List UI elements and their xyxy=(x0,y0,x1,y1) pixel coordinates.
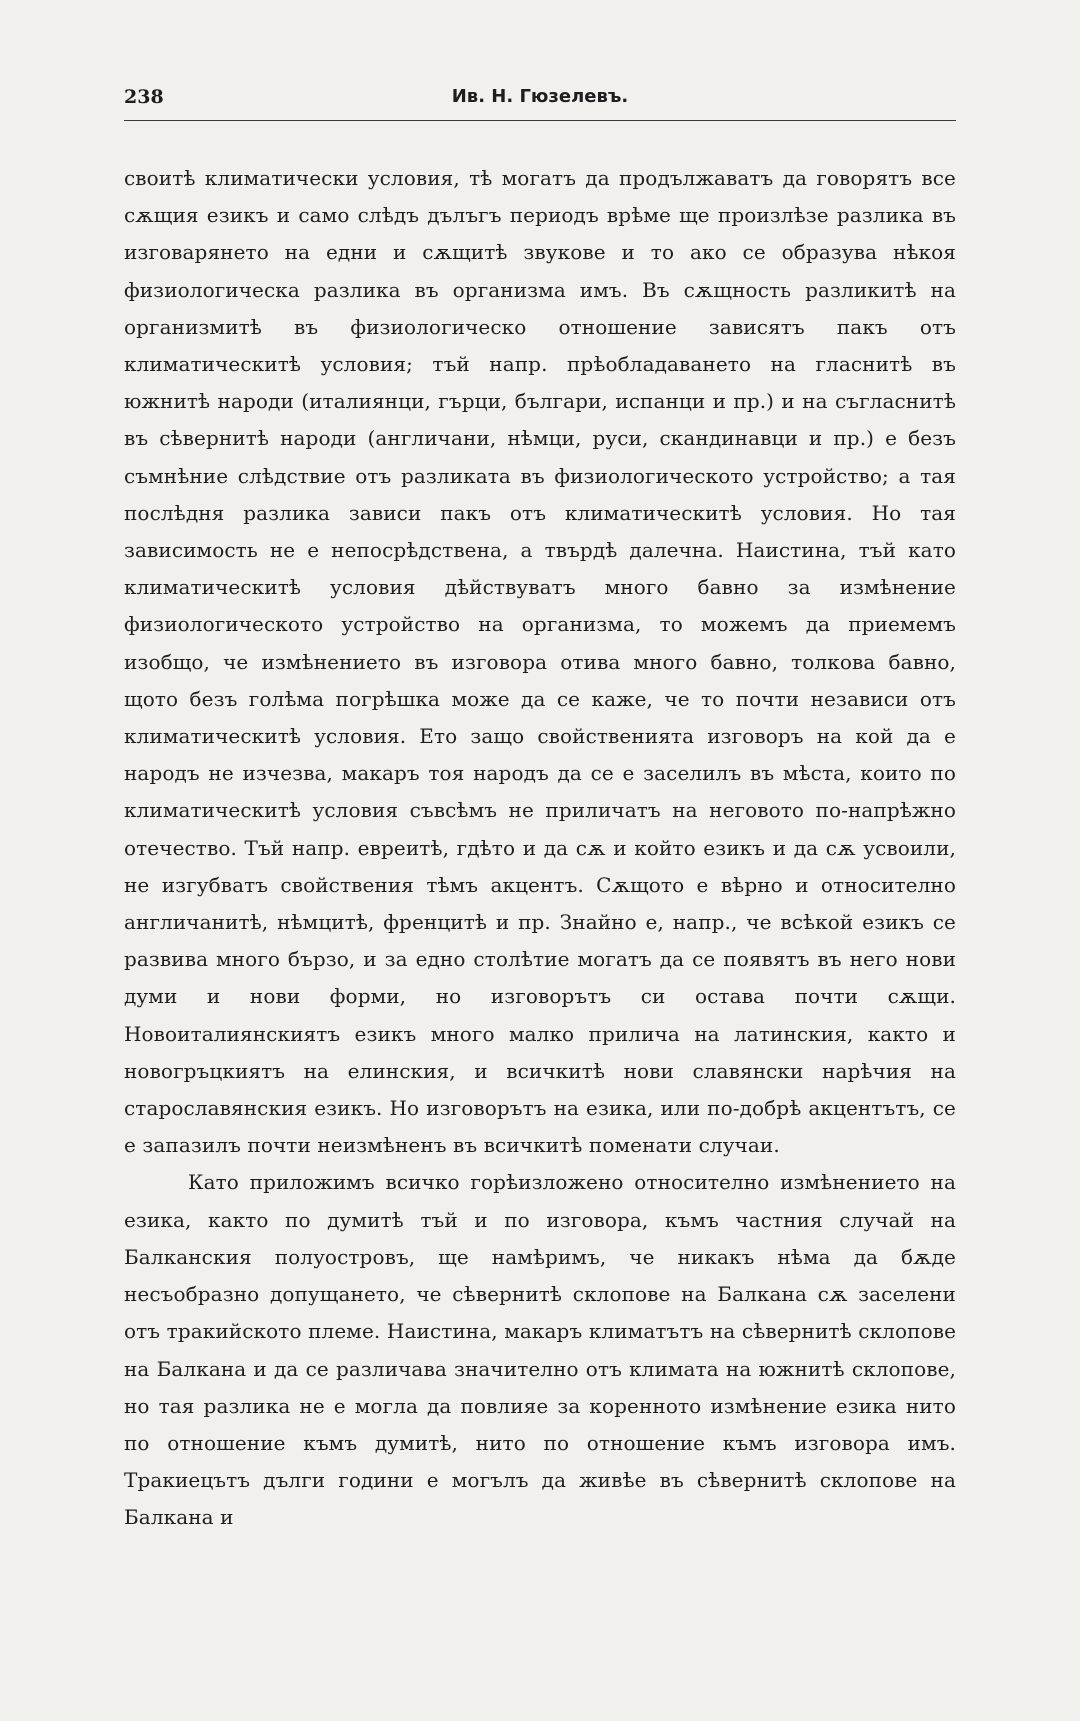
running-header xyxy=(124,86,956,116)
page-number: 238 xyxy=(124,86,164,108)
paragraph: своитѣ климатически условия, тѣ могатъ да продължаватъ да говорятъ все сѫщия езикъ и само слѣдъ дълъгъ периодъ врѣме ще произлѣзе разлика въ изговарянето на едни и сѫщитѣ звукове и то ако се образува нѣкоя физиологическа разлика въ организма имъ. Въ сѫщность разликитѣ на организмитѣ въ физиологическо отношение зависятъ пакъ отъ климатическитѣ условия; тъй напр. прѣобладаването на гласнитѣ въ южнитѣ народи (италиянци, гърци, българи, испанци и пр.) и на съгласнитѣ въ сѣвернитѣ народи (англичани, нѣмци, руси, скандинавци и пр.) е безъ съмнѣние слѣдствие отъ разликата въ физиологическото устройство; а тая послѣдня разлика зависи пакъ отъ климатическитѣ условия. Но тая зависимость не е непосрѣдствена, а твърдѣ далечна. Наистина, тъй като климатическитѣ условия дѣйствуватъ много бавно за измѣнение физиологическото устройство на организма, то можемъ да приемемъ изобщо, че измѣнението въ изговора отива много бавно, толкова бавно, щото безъ голѣма погрѣшка може да се каже, че то почти независи отъ климатическитѣ условия. Ето защо свойственията изговоръ на кой да е народъ не изчезва, макаръ тоя народъ да се е заселилъ въ мѣста, които по климатическитѣ условия съвсѣмъ не приличатъ на неговото по-напрѣжно отечество. Тъй напр. евреитѣ, гдѣто и да сѫ и който езикъ и да сѫ усвоили, не изгубватъ свойствения тѣмъ акцентъ. Сѫщото е вѣрно и относително англичанитѣ, нѣмцитѣ, френцитѣ и пр. Знайно е, напр., че всѣкой езикъ се развива много бързо, и за едно столѣтие могатъ да се появятъ въ него нови думи и нови форми, но изговорътъ си остава почти сѫщи. Новоиталиянскиятъ езикъ много малко прилича на латинския, както и новогръцкиятъ на елинския, и всичкитѣ нови славянски нарѣчия на старославянския езикъ. Но изговорътъ на езика, или по-добрѣ акцентътъ, се е запазилъ почти неизмѣненъ въ всичкитѣ поменати случаи. xyxy=(124,166,956,1158)
header-rule xyxy=(124,120,956,121)
running-title: Ив. Н. Гюзелевъ. xyxy=(451,86,629,107)
body-text xyxy=(124,160,956,1537)
paragraph: Като приложимъ всичко горѣизложено относително измѣнението на езика, както по думитѣ тъй и по изговора, къмъ частния случай на Балканския полуостровъ, ще намѣримъ, че никакъ нѣма да бѫде несъобразно допущането, че сѣвернитѣ склопове на Балкана сѫ заселени отъ тракийското племе. Наистина, макаръ климатътъ на сѣвернитѣ склопове на Балкана и да се различава значително отъ климата на южнитѣ склопове, но тая разлика не е могла да повлияе за коренното измѣнение езика нито по отношение къмъ думитѣ, нито по отношение къмъ изговора имъ. Тракиецътъ дълги години е могълъ да живѣе въ сѣвернитѣ склопове на Балкана и xyxy=(124,1170,956,1530)
